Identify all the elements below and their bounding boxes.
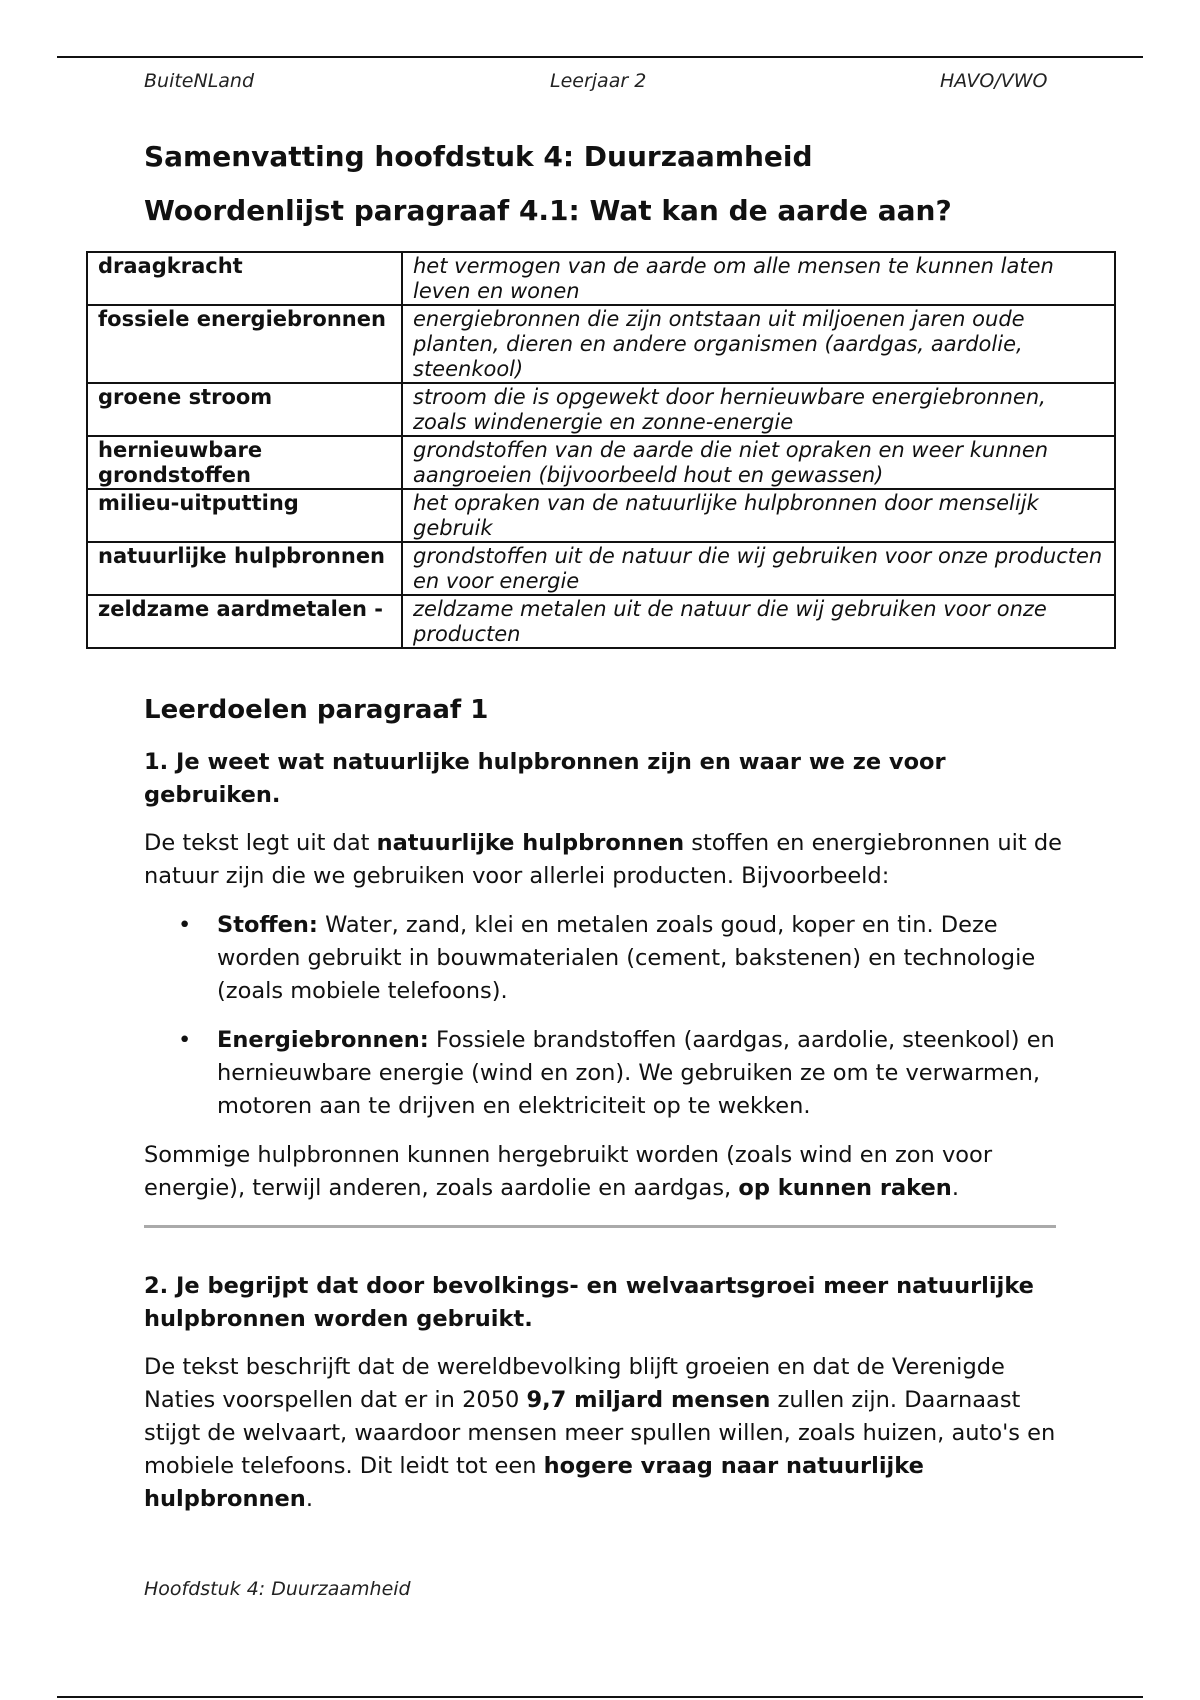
goal1-closing-text-2: . (951, 1175, 959, 1201)
leerdoelen-title: Leerdoelen paragraaf 1 (144, 695, 489, 725)
glossary-term: groene stroom (87, 383, 402, 436)
goal1-bullet-list (144, 909, 1064, 1123)
glossary-definition: zeldzame metalen uit de natuur die wij gebruiken voor onze producten (402, 595, 1115, 648)
list-item (144, 1024, 1064, 1123)
page-footer: Hoofdstuk 4: Duurzaamheid (144, 1578, 411, 1600)
glossary-term: hernieuwbare grondstoffen (87, 436, 402, 489)
table-row (87, 383, 1115, 436)
list-item (144, 909, 1064, 1008)
header-center: Leerjaar 2 (550, 70, 647, 92)
table-row (87, 305, 1115, 383)
goal1-intro-text: De tekst legt uit dat (144, 830, 377, 856)
glossary-definition: het vermogen van de aarde om alle mensen te kunnen laten leven en wonen (402, 252, 1115, 305)
bullet-icon: • (178, 1027, 192, 1053)
goal2-heading: 2. Je begrijpt dat door bevolkings- en welvaartsgroei meer natuurlijke hulpbronnen worden gebruikt. (144, 1273, 1034, 1332)
goal1-intro-bold: natuurlijke hulpbronnen (376, 830, 685, 856)
section-divider (144, 1225, 1056, 1228)
table-row (87, 542, 1115, 595)
glossary-term: zeldzame aardmetalen - (87, 595, 402, 648)
glossary-definition: het opraken van de natuurlijke hulpbronnen door menselijk gebruik (402, 489, 1115, 542)
bullet-text: Water, zand, klei en metalen zoals goud, koper en tin. Deze worden gebruikt in bouwmaterialen (cement, bakstenen) en technologie (zoals mobiele telefoons). (217, 912, 1036, 1004)
header-rule (57, 56, 1143, 58)
table-row (87, 252, 1115, 305)
glossary-definition: grondstoffen van de aarde die niet opraken en weer kunnen aangroeien (bijvoorbeeld hout en gewassen) (402, 436, 1115, 489)
table-row (87, 595, 1115, 648)
bullet-text: Fossiele brandstoffen (aardgas, aardolie, steenkool) en hernieuwbare energie (wind en zon). We gebruiken ze om te verwarmen, motoren aan te drijven en elektriciteit op te wekken. (217, 1027, 1055, 1119)
page-title: Samenvatting hoofdstuk 4: Duurzaamheid (144, 140, 813, 173)
glossary-definition: grondstoffen uit de natuur die wij gebruiken voor onze producten en voor energie (402, 542, 1115, 595)
goal2-text-3: . (305, 1486, 313, 1512)
goal1-closing-bold: op kunnen raken (738, 1175, 952, 1201)
goal2-bold-1: 9,7 miljard mensen (526, 1387, 771, 1413)
header-right: HAVO/VWO (940, 70, 1048, 92)
header-left: BuiteNLand (144, 70, 255, 92)
glossary-term: milieu-uitputting (87, 489, 402, 542)
goal2-paragraph (144, 1351, 1064, 1516)
glossary-table (86, 251, 1116, 649)
goal2-bold-2: hogere vraag naar natuurlijke hulpbronnen (144, 1453, 924, 1512)
footer-rule (57, 1696, 1143, 1698)
glossary-definition: energiebronnen die zijn ontstaan uit miljoenen jaren oude planten, dieren en andere organismen (aardgas, aardolie, steenkool) (402, 305, 1115, 383)
goal2-text-2: zullen zijn. Daarnaast stijgt de welvaart, waardoor mensen meer spullen willen, zoals huizen, auto's en mobiele telefoons. Dit leidt tot een (144, 1387, 1056, 1479)
goal1-closing (144, 1139, 1064, 1205)
glossary-term: fossiele energiebronnen (87, 305, 402, 383)
goal1-heading: 1. Je weet wat natuurlijke hulpbronnen zijn en waar we ze voor gebruiken. (144, 749, 946, 808)
goal1-closing-text: Sommige hulpbronnen kunnen hergebruikt worden (zoals wind en zon voor energie), terwijl anderen, zoals aardolie en aardgas, (144, 1142, 993, 1201)
table-row (87, 489, 1115, 542)
glossary-definition: stroom die is opgewekt door hernieuwbare energiebronnen, zoals windenergie en zonne-energie (402, 383, 1115, 436)
table-row (87, 436, 1115, 489)
glossary-term: draagkracht (87, 252, 402, 305)
bullet-icon: • (178, 912, 192, 938)
glossary-term: natuurlijke hulpbronnen (87, 542, 402, 595)
bullet-label: Energiebronnen: (217, 1027, 429, 1053)
bullet-label: Stoffen: (217, 912, 318, 938)
goal1-intro-text-2: stoffen en energiebronnen uit de natuur zijn die we gebruiken voor allerlei producten. Bijvoorbeeld: (144, 830, 1062, 889)
leerdoelen-section (144, 692, 1064, 1532)
glossary-title: Woordenlijst paragraaf 4.1: Wat kan de aarde aan? (144, 194, 952, 227)
goal1-intro (144, 827, 1064, 893)
goal2-text: De tekst beschrijft dat de wereldbevolking blijft groeien en dat de Verenigde Naties voorspellen dat er in 2050 (144, 1354, 1005, 1413)
